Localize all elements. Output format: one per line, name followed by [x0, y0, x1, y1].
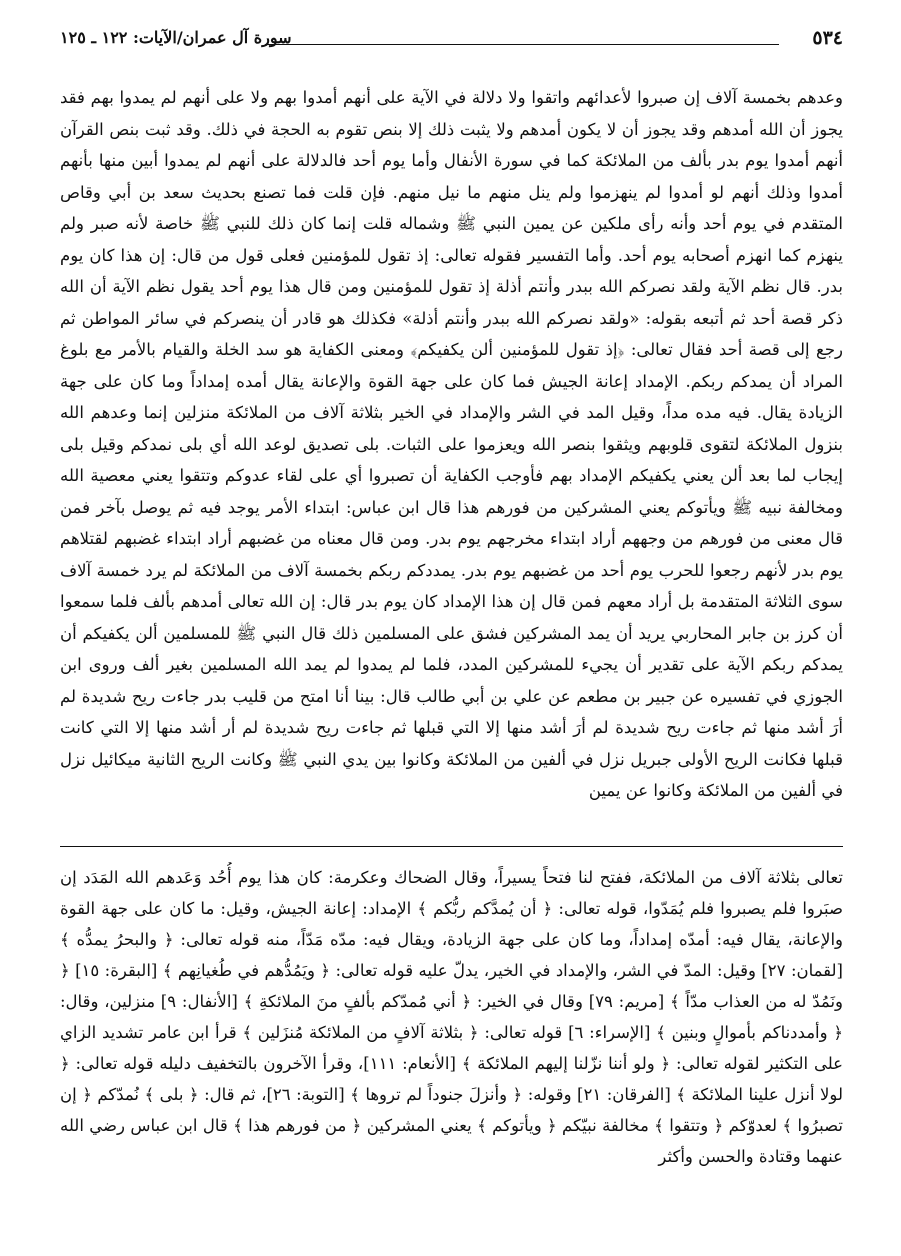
- main-text: وعدهم بخمسة آلاف إن صبروا لأعدائهم واتقوا ولا دلالة في الآية على أنهم أمدوا بهم ولا على أنهم لم يمدوا بهم فقد يجوز أن الله أمدهم وقد يجوز أن لا يكون أمدهم ولا يثبت ذلك إلا بنص تقوم به الحجة في ذلك. وقد ثبت بنص القرآن أنهم أمدوا يوم بدر بألف من الملائكة كما في سورة الأنفال وأما يوم أحد فالدلالة على أنهم لم يمدوا أبين منها بأنهم أمدوا وذلك أنهم لو أمدوا لم ينهزموا ولم ينل منهم ما نيل منهم. فإن قلت فما تصنع بحديث سعد بن أبي وقاص المتقدم في يوم أحد وأنه رأى ملكين عن يمين النبي ﷺ وشماله قلت إنما كان ذلك للنبي ﷺ خاصة لأنه صبر ولم ينهزم كما انهزم أصحابه يوم أحد. وأما التفسير فقوله تعالى: إذ تقول للمؤمنين فعلى قول من قال: إن هذا كان يوم بدر. قال نظم الآية ولقد نصركم الله ببدر وأنتم أذلة إذ تقول للمؤمنين ومن قال هذا يوم أحد يقول نظم الآية أن الله ذكر قصة أحد ثم أتبعه بقوله: «ولقد نصركم الله ببدر وأنتم أذلة» فكذلك هو قادر أن ينصركم في سائر المواطن ثم رجع إلى قصة أحد فقال تعالى: ﴿إذ تقول للمؤمنين ألن يكفيكم﴾ ومعنى الكفاية هو سد الخلة والقيام بالأمر مع بلوغ المراد أن يمدكم ربكم. الإمداد إعانة الجيش فما كان على جهة القوة والإعانة يقال أمده إمداداً وما كان على جهة الزيادة يقال. فيه مده مداً، وقيل المد في الشر والإمداد في الخير بثلاثة آلاف من الملائكة منزلين إنما وعدهم الله بنزول الملائكة لتقوى قلوبهم ويثقوا بنصر الله ويعزموا على الثبات. بلى تصديق لوعد الله أي بلى نمدكم وقيل بلى إيجاب لما بعد ألن يعني يكفيكم الإمداد بهم فأوجب الكفاية أن تصبروا أي على لقاء عدوكم وتتقوا يعني معصية الله ومخالفة نبيه ﷺ ويأتوكم يعني المشركين من فورهم هذا قال ابن عباس: ابتداء الأمر يوجد فيه ثم يوصل بآخر فمن قال معنى من فورهم من وجههم أراد ابتداء مخرجهم يوم بدر. ومن قال معناه من غضبهم أراد ابتداء غضبهم لقتلاهم يوم بدر لأنهم رجعوا للحرب يوم أحد من غضبهم يوم بدر. يمددكم ربكم بخمسة آلاف من الملائكة لم يرد خمسة آلاف سوى الثلاثة المتقدمة بل أراد معهم فمن قال إن هذا الإمداد كان يوم بدر قال: إن الله تعالى أمدهم بألف فلما سمعوا أن كرز بن جابر المحاربي يريد أن يمد المشركين فشق على المسلمين ذلك قال النبي ﷺ للمسلمين ألن يكفيكم أن يمدكم ربكم الآية على تقدير أن يجيء للمشركين المدد، فلما لم يمدوا لم يمد الله المسلمين بغير ألف وروى ابن الجوزي في تفسيره عن جبير بن مطعم عن علي بن أبي طالب قال: بينا أنا امتح من قليب بدر جاءت ريح شديدة لم أرَ أشد منها ثم جاءت ريح شديدة لم أرَ أشد منها إلا التي قبلها ثم جاءت ريح شديدة لم أر أشد منها إلا التي كانت قبلها فكانت الريح الأولى جبريل نزل في ألفين من الملائكة وكانوا بين يدي النبي ﷺ وكانت الريح الثانية ميكائيل نزل في ألفين من الملائكة وكانوا عن يمين: [60, 88, 843, 800]
- page-header: [60, 24, 843, 54]
- footnotes: تعالى بثلاثة آلاف من الملائكة، ففتح لنا فتحاً يسيراً، وقال الضحاك وعكرمة: كان هذا يوم أُحُد وَعَدهم الله المَدَد إن صبَروا فلم يصبروا فلم يُمَدّوا، قوله تعالى: ﴿ أن يُمدَّكم ربُّكم ﴾ الإمداد: إعانة الجيش، وقيل: ما كان على جهة القوة والإعانة، يقال فيه: أمدّه إمداداً، وما كان على جهة الزيادة، ويقال فيه: مدّه مَدّاً، منه قوله تعالى: ﴿ والبحرُ يمدُّه ﴾ [لقمان: ٢٧] وقيل: المدّ في الشر، والإمداد في الخير، يدلّ عليه قوله تعالى: ﴿ ويَمُدُّهم في طُغيانِهم ﴾ [البقرة: ١٥] ﴿ ونَمُدّ له من العذاب مدّاً ﴾ [مريم: ٧٩] وقال في الخير: ﴿ أني مُمدّكم بألفٍ منَ الملائكةِ ﴾ [الأنفال: ٩] منزلين، وقال: ﴿ وأمددناكم بأموالٍ وبنين ﴾ [الإسراء: ٦] قوله تعالى: ﴿ بثلاثة آلافٍ من الملائكة مُنزَلين ﴾ قرأ ابن عامر تشديد الزاي على التكثير لقوله تعالى: ﴿ ولو أننا نزّلنا إليهم الملائكة ﴾ [الأنعام: ١١١]، وقرأ الآخرون بالتخفيف دليله قوله تعالى: ﴿ لولا أنزل علينا الملائكة ﴾ [الفرقان: ٢١] وقوله: ﴿ وأنزلَ جنوداً لم تروها ﴾ [التوبة: ٢٦]، ثم قال: ﴿ بلى ﴾ نُمدّكم ﴿ إن تصبرُوا ﴾ لعدوّكم ﴿ وتتقوا ﴾ مخالفة نبيّكم ﴿ ويأتوكم ﴾ يعني المشركين ﴿ من فورهم هذا ﴾ قال ابن عباس رضي الله عنهما وقتادة والحسن وأكثر: [60, 868, 843, 1166]
- running-title: سورة آل عمران/الآيات: ١٢٢ ـ ١٢٥: [60, 28, 292, 47]
- header-rule: [265, 44, 779, 45]
- footnote-divider: [60, 846, 843, 847]
- page-number: ٥٣٤: [812, 27, 843, 49]
